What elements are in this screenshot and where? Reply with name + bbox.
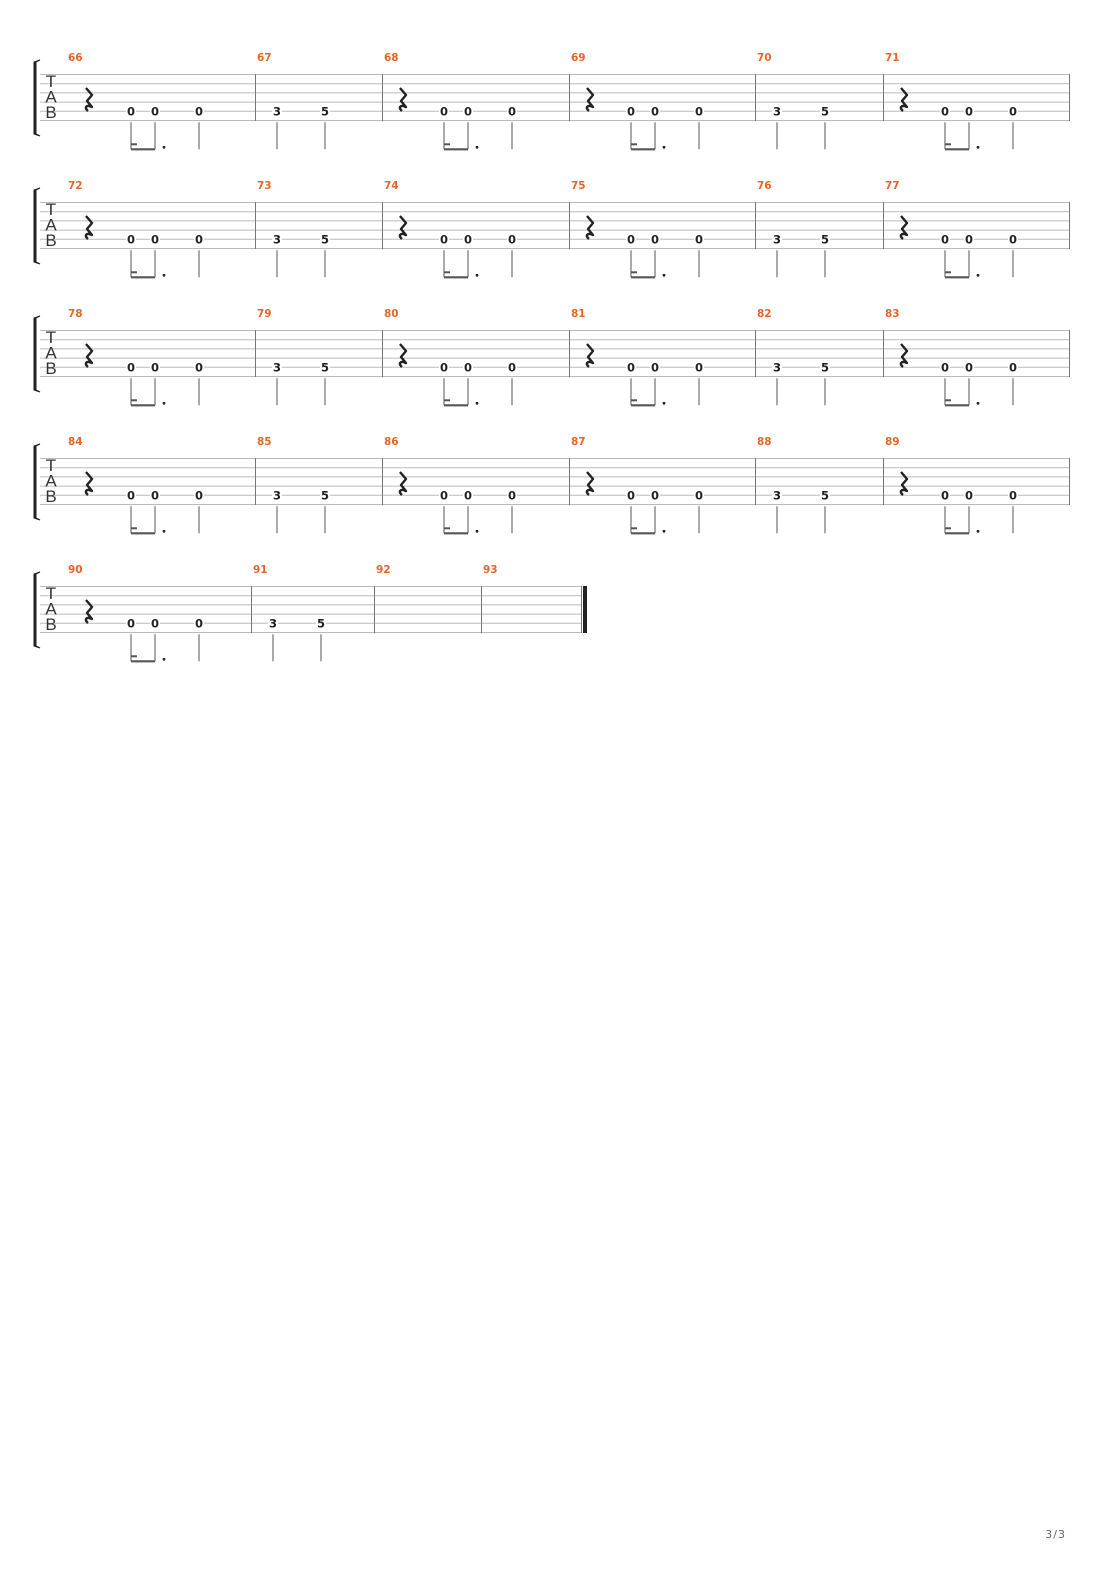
measure xyxy=(757,308,830,405)
fret-number: 0 xyxy=(940,104,950,119)
tab-system xyxy=(34,564,585,661)
fret-number: 0 xyxy=(650,104,660,119)
fret-number: 0 xyxy=(194,488,204,503)
quarter-rest xyxy=(587,472,593,495)
fret-number: 0 xyxy=(650,360,660,375)
measure-number: 83 xyxy=(885,308,900,320)
measure-number: 80 xyxy=(384,308,399,320)
fret-number: 0 xyxy=(507,232,517,247)
dot xyxy=(476,530,479,533)
dot xyxy=(977,402,980,405)
measure xyxy=(571,436,704,533)
fret-number: 0 xyxy=(964,360,974,375)
quarter-rest xyxy=(901,88,907,111)
measure-number: 70 xyxy=(757,52,772,64)
fret-number: 0 xyxy=(194,360,204,375)
tab-clef-letter: B xyxy=(45,103,57,122)
fret-number: 0 xyxy=(1008,104,1018,119)
measure xyxy=(757,180,830,277)
fret-number: 5 xyxy=(320,104,330,119)
measure xyxy=(257,52,330,149)
tab-clef-letter: A xyxy=(45,343,57,363)
fret-number: 0 xyxy=(463,104,473,119)
fret-number: 3 xyxy=(772,104,782,119)
fret-number: 0 xyxy=(126,104,136,119)
fret-number: 0 xyxy=(626,360,636,375)
measure xyxy=(253,564,326,661)
tab-clef-letter: B xyxy=(45,615,57,634)
dot xyxy=(663,530,666,533)
dot xyxy=(163,402,166,405)
measure-number: 75 xyxy=(571,180,586,192)
measure-number: 93 xyxy=(483,564,498,576)
measure-number: 88 xyxy=(757,436,772,448)
quarter-rest xyxy=(400,344,406,367)
page-number: 3/3 xyxy=(1045,1528,1066,1541)
tab-clef-letter: B xyxy=(45,359,57,378)
measure xyxy=(376,564,391,576)
tab-clef-letter: A xyxy=(45,87,57,107)
measure-number: 66 xyxy=(68,52,83,64)
fret-number: 3 xyxy=(772,360,782,375)
measure xyxy=(257,180,330,277)
fret-number: 0 xyxy=(650,488,660,503)
fret-number: 0 xyxy=(126,360,136,375)
fret-number: 0 xyxy=(194,104,204,119)
fret-number: 5 xyxy=(316,616,326,631)
measure-number: 72 xyxy=(68,180,83,192)
measure xyxy=(885,308,1018,405)
dot xyxy=(163,146,166,149)
fret-number: 0 xyxy=(940,232,950,247)
measure xyxy=(68,180,204,277)
fret-number: 0 xyxy=(694,488,704,503)
tab-system xyxy=(34,436,1070,533)
fret-number: 0 xyxy=(150,360,160,375)
measure xyxy=(257,308,330,405)
fret-number: 0 xyxy=(964,232,974,247)
measure-number: 92 xyxy=(376,564,391,576)
measure xyxy=(68,308,204,405)
tab-clef-letter: T xyxy=(45,328,57,347)
measure-number: 67 xyxy=(257,52,272,64)
fret-number: 0 xyxy=(194,616,204,631)
fret-number: 3 xyxy=(772,232,782,247)
measure-number: 76 xyxy=(757,180,772,192)
tab-clef-letter: A xyxy=(45,599,57,619)
fret-number: 0 xyxy=(940,360,950,375)
fret-number: 0 xyxy=(126,616,136,631)
fret-number: 0 xyxy=(463,360,473,375)
measure xyxy=(885,52,1018,149)
fret-number: 0 xyxy=(194,232,204,247)
measure-number: 84 xyxy=(68,436,83,448)
tab-clef-letter: T xyxy=(45,72,57,91)
dot xyxy=(977,146,980,149)
system-bracket xyxy=(34,444,40,520)
fret-number: 0 xyxy=(439,232,449,247)
measure xyxy=(571,52,704,149)
measure xyxy=(885,436,1018,533)
measure xyxy=(757,52,830,149)
fret-number: 0 xyxy=(1008,488,1018,503)
fret-number: 5 xyxy=(820,232,830,247)
tab-system xyxy=(34,308,1070,405)
measure xyxy=(68,52,204,149)
fret-number: 0 xyxy=(463,488,473,503)
fret-number: 0 xyxy=(126,488,136,503)
fret-number: 5 xyxy=(320,232,330,247)
quarter-rest xyxy=(901,344,907,367)
measure-number: 82 xyxy=(757,308,772,320)
measure-number: 69 xyxy=(571,52,586,64)
measure xyxy=(384,436,517,533)
quarter-rest xyxy=(86,344,92,367)
fret-number: 0 xyxy=(626,104,636,119)
system-bracket xyxy=(34,60,40,136)
quarter-rest xyxy=(587,88,593,111)
fret-number: 3 xyxy=(272,104,282,119)
quarter-rest xyxy=(901,216,907,239)
fret-number: 0 xyxy=(463,232,473,247)
quarter-rest xyxy=(400,216,406,239)
quarter-rest xyxy=(587,216,593,239)
system-bracket xyxy=(34,572,40,648)
quarter-rest xyxy=(587,344,593,367)
fret-number: 0 xyxy=(694,360,704,375)
tab-clef-letter: B xyxy=(45,487,57,506)
measure-number: 87 xyxy=(571,436,586,448)
dot xyxy=(476,146,479,149)
measure xyxy=(384,308,517,405)
fret-number: 0 xyxy=(150,104,160,119)
dot xyxy=(163,274,166,277)
measure xyxy=(571,308,704,405)
fret-number: 0 xyxy=(126,232,136,247)
fret-number: 0 xyxy=(964,104,974,119)
tab-clef-letter: T xyxy=(45,456,57,475)
fret-number: 5 xyxy=(320,488,330,503)
dot xyxy=(476,402,479,405)
measure xyxy=(571,180,704,277)
fret-number: 0 xyxy=(626,232,636,247)
fret-number: 0 xyxy=(1008,360,1018,375)
fret-number: 5 xyxy=(320,360,330,375)
quarter-rest xyxy=(86,216,92,239)
quarter-rest xyxy=(86,88,92,111)
dot xyxy=(163,658,166,661)
system-bracket xyxy=(34,188,40,264)
fret-number: 5 xyxy=(820,104,830,119)
measure xyxy=(757,436,830,533)
fret-number: 5 xyxy=(820,360,830,375)
fret-number: 0 xyxy=(1008,232,1018,247)
measure-number: 90 xyxy=(68,564,83,576)
fret-number: 5 xyxy=(820,488,830,503)
measure-number: 81 xyxy=(571,308,586,320)
dot xyxy=(663,274,666,277)
dot xyxy=(977,274,980,277)
measure-number: 79 xyxy=(257,308,272,320)
measure xyxy=(885,180,1018,277)
measure-number: 85 xyxy=(257,436,272,448)
measure-number: 71 xyxy=(885,52,900,64)
fret-number: 0 xyxy=(650,232,660,247)
fret-number: 3 xyxy=(272,360,282,375)
measure-number: 78 xyxy=(68,308,83,320)
measure-number: 86 xyxy=(384,436,399,448)
quarter-rest xyxy=(400,88,406,111)
measure-number: 68 xyxy=(384,52,399,64)
quarter-rest xyxy=(86,472,92,495)
measure xyxy=(68,564,204,661)
measure-number: 73 xyxy=(257,180,272,192)
quarter-rest xyxy=(901,472,907,495)
measure xyxy=(384,52,517,149)
fret-number: 0 xyxy=(150,616,160,631)
tab-system xyxy=(34,180,1070,277)
fret-number: 3 xyxy=(268,616,278,631)
dot xyxy=(163,530,166,533)
fret-number: 0 xyxy=(626,488,636,503)
measure xyxy=(384,180,517,277)
measure xyxy=(68,436,204,533)
dot xyxy=(476,274,479,277)
fret-number: 0 xyxy=(507,104,517,119)
dot xyxy=(977,530,980,533)
tab-clef-letter: A xyxy=(45,471,57,491)
measure-number: 74 xyxy=(384,180,399,192)
tab-clef-letter: B xyxy=(45,231,57,250)
tab-clef-letter: T xyxy=(45,200,57,219)
measure-number: 77 xyxy=(885,180,900,192)
tab-system xyxy=(34,52,1070,149)
quarter-rest xyxy=(400,472,406,495)
fret-number: 0 xyxy=(439,360,449,375)
tab-clef-letter: A xyxy=(45,215,57,235)
measure xyxy=(483,564,498,576)
fret-number: 0 xyxy=(507,360,517,375)
fret-number: 0 xyxy=(694,232,704,247)
fret-number: 0 xyxy=(964,488,974,503)
fret-number: 0 xyxy=(439,488,449,503)
fret-number: 0 xyxy=(507,488,517,503)
quarter-rest xyxy=(86,600,92,623)
fret-number: 0 xyxy=(439,104,449,119)
tab-clef-letter: T xyxy=(45,584,57,603)
fret-number: 0 xyxy=(150,232,160,247)
measure xyxy=(257,436,330,533)
fret-number: 3 xyxy=(272,232,282,247)
system-bracket xyxy=(34,316,40,392)
measure-number: 91 xyxy=(253,564,268,576)
dot xyxy=(663,146,666,149)
fret-number: 3 xyxy=(772,488,782,503)
fret-number: 3 xyxy=(272,488,282,503)
fret-number: 0 xyxy=(694,104,704,119)
fret-number: 0 xyxy=(150,488,160,503)
fret-number: 0 xyxy=(940,488,950,503)
measure-number: 89 xyxy=(885,436,900,448)
dot xyxy=(663,402,666,405)
